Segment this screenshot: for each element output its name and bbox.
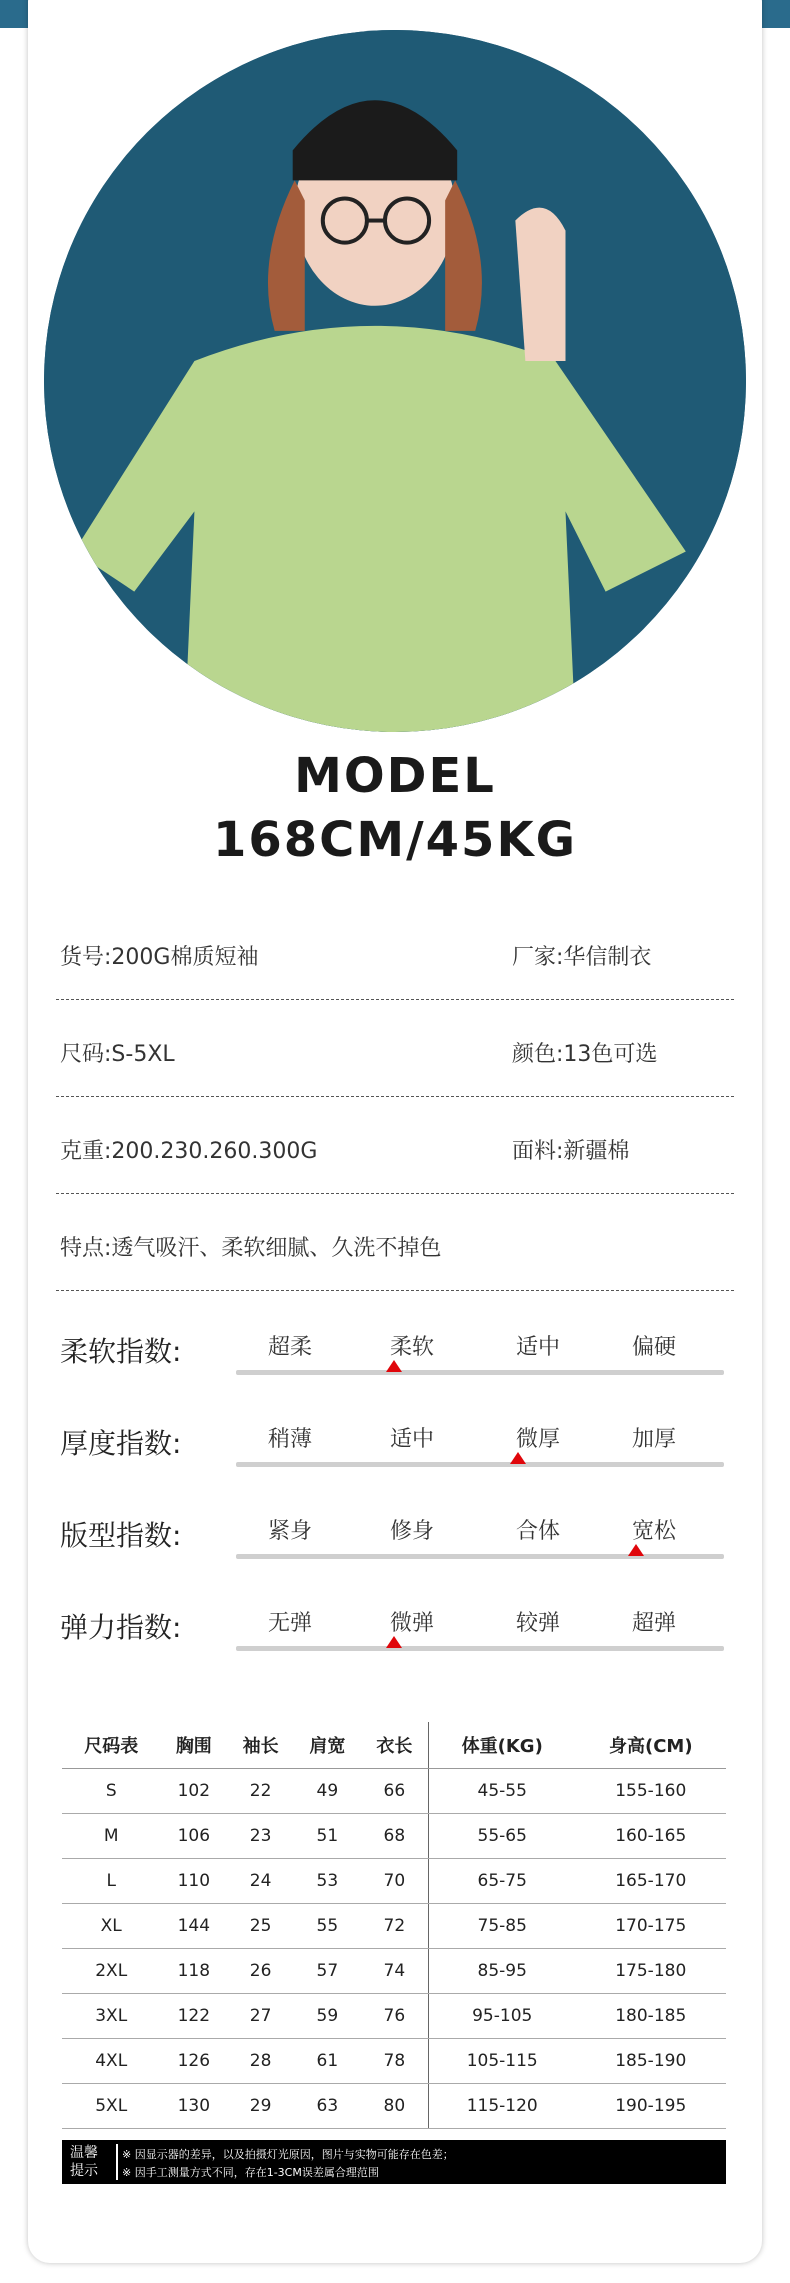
index-option: 超弹 (631, 1611, 676, 1636)
size-table-header: 尺码表 (62, 1722, 160, 1769)
info-row (56, 1096, 734, 1194)
table-cell: 175-180 (576, 1949, 726, 1994)
table-cell: 22 (227, 1769, 294, 1814)
table-row (62, 1814, 726, 1859)
table-cell: 165-170 (576, 1859, 726, 1904)
table-cell: 115-120 (428, 2084, 575, 2129)
table-cell: 80 (361, 2084, 429, 2129)
index-title: 弹力指数: (60, 1611, 182, 1644)
table-cell: 45-55 (428, 1769, 575, 1814)
table-cell: 2XL (62, 1949, 160, 1994)
index-option: 柔软 (389, 1335, 434, 1360)
table-row (62, 1859, 726, 1904)
index-option: 稍薄 (267, 1427, 312, 1452)
table-cell: 106 (160, 1814, 227, 1859)
table-cell: 53 (294, 1859, 361, 1904)
index-marker-triangle (628, 1544, 644, 1556)
table-cell: 130 (160, 2084, 227, 2129)
table-cell: S (62, 1769, 160, 1814)
info-row (56, 999, 734, 1097)
info-right: 颜色:13色可选 (512, 1042, 658, 1067)
info-left: 尺码:S-5XL (60, 1042, 175, 1067)
table-cell: 3XL (62, 1994, 160, 2039)
table-cell: 25 (227, 1904, 294, 1949)
table-cell: 66 (361, 1769, 429, 1814)
table-cell: M (62, 1814, 160, 1859)
size-table-header: 肩宽 (294, 1722, 361, 1769)
table-cell: 76 (361, 1994, 429, 2039)
table-cell: 4XL (62, 2039, 160, 2084)
info-right: 厂家:华信制衣 (512, 945, 652, 970)
index-option: 适中 (515, 1335, 560, 1360)
table-cell: 5XL (62, 2084, 160, 2129)
index-row (56, 1596, 736, 1666)
table-cell: 24 (227, 1859, 294, 1904)
table-cell: 190-195 (576, 2084, 726, 2129)
size-table-header: 袖长 (227, 1722, 294, 1769)
index-option: 无弹 (267, 1611, 312, 1636)
table-cell: 51 (294, 1814, 361, 1859)
size-table-header: 身高(CM) (576, 1722, 726, 1769)
table-cell: 49 (294, 1769, 361, 1814)
table-cell: 85-95 (428, 1949, 575, 1994)
warm-tip-bar (62, 2140, 726, 2184)
index-option: 修身 (389, 1519, 434, 1544)
table-cell: 74 (361, 1949, 429, 1994)
table-cell: 29 (227, 2084, 294, 2129)
size-table-header: 体重(KG) (428, 1722, 575, 1769)
table-cell: 144 (160, 1904, 227, 1949)
warm-tip-line: ※ 因手工测量方式不同，存在1-3CM误差属合理范围 (122, 2166, 379, 2179)
table-cell: 118 (160, 1949, 227, 1994)
table-row (62, 1994, 726, 2039)
index-option: 宽松 (631, 1519, 676, 1544)
table-cell: 110 (160, 1859, 227, 1904)
index-option: 微弹 (389, 1611, 434, 1636)
table-row (62, 2084, 726, 2129)
index-scale-bar (236, 1646, 724, 1651)
warm-tip-line: ※ 因显示器的差异，以及拍摄灯光原因，图片与实物可能存在色差； (122, 2148, 454, 2161)
table-cell: 57 (294, 1949, 361, 1994)
info-row (56, 1193, 734, 1291)
table-cell: L (62, 1859, 160, 1904)
index-marker-triangle (386, 1360, 402, 1372)
index-option: 适中 (389, 1427, 434, 1452)
info-left: 克重:200.230.260.300G (60, 1139, 318, 1164)
table-row (62, 1949, 726, 1994)
model-heading: MODEL (294, 748, 496, 804)
index-option: 加厚 (631, 1427, 676, 1452)
info-left: 货号:200G棉质短袖 (60, 945, 259, 970)
table-cell: 185-190 (576, 2039, 726, 2084)
table-row (62, 1904, 726, 1949)
table-row (62, 2039, 726, 2084)
model-photo (44, 30, 746, 732)
index-option: 微厚 (515, 1427, 560, 1452)
table-cell: 65-75 (428, 1859, 575, 1904)
index-marker-triangle (386, 1636, 402, 1648)
table-cell: 105-115 (428, 2039, 575, 2084)
table-cell: 78 (361, 2039, 429, 2084)
table-cell: 23 (227, 1814, 294, 1859)
size-table-header: 胸围 (160, 1722, 227, 1769)
index-scale-bar (236, 1554, 724, 1559)
index-row (56, 1320, 736, 1390)
table-cell: 63 (294, 2084, 361, 2129)
index-title: 柔软指数: (60, 1335, 182, 1368)
table-cell: 180-185 (576, 1994, 726, 2039)
table-cell: 59 (294, 1994, 361, 2039)
info-row (56, 902, 734, 1000)
table-cell: 122 (160, 1994, 227, 2039)
index-title: 厚度指数: (60, 1427, 182, 1460)
index-option: 合体 (515, 1519, 560, 1544)
info-right: 面料:新疆棉 (512, 1139, 630, 1164)
table-cell: 75-85 (428, 1904, 575, 1949)
size-table-header: 衣长 (361, 1722, 429, 1769)
table-cell: 155-160 (576, 1769, 726, 1814)
index-option: 紧身 (267, 1519, 312, 1544)
index-marker-triangle (510, 1452, 526, 1464)
table-row (62, 1769, 726, 1814)
table-cell: 68 (361, 1814, 429, 1859)
index-row (56, 1412, 736, 1482)
size-table (62, 1722, 726, 2129)
index-title: 版型指数: (60, 1519, 182, 1552)
table-cell: 95-105 (428, 1994, 575, 2039)
table-cell: 55-65 (428, 1814, 575, 1859)
table-cell: 102 (160, 1769, 227, 1814)
table-cell: 55 (294, 1904, 361, 1949)
index-option: 较弹 (515, 1611, 560, 1636)
table-cell: 26 (227, 1949, 294, 1994)
index-option: 偏硬 (631, 1335, 676, 1360)
table-cell: 27 (227, 1994, 294, 2039)
index-scale-bar (236, 1462, 724, 1467)
info-left: 特点:透气吸汗、柔软细腻、久洗不掉色 (60, 1236, 442, 1261)
table-cell: 72 (361, 1904, 429, 1949)
index-option: 超柔 (267, 1335, 312, 1360)
table-cell: 170-175 (576, 1904, 726, 1949)
index-row (56, 1504, 736, 1574)
table-cell: 160-165 (576, 1814, 726, 1859)
table-cell: 70 (361, 1859, 429, 1904)
table-cell: 28 (227, 2039, 294, 2084)
table-cell: XL (62, 1904, 160, 1949)
warm-tip-tag: 温馨提示 (70, 2144, 118, 2180)
model-illustration (44, 30, 746, 732)
model-stats: 168CM/45KG (212, 812, 578, 868)
index-scale-bar (236, 1370, 724, 1375)
table-cell: 126 (160, 2039, 227, 2084)
table-cell: 61 (294, 2039, 361, 2084)
